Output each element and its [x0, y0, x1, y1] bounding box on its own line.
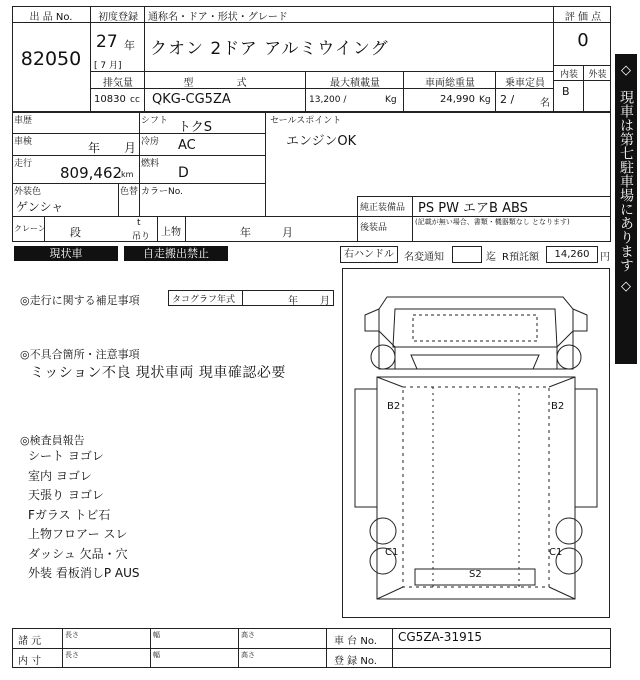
vehicle-name-value: クオン 2ドア アルミウイング	[150, 39, 389, 59]
sales-point-value: エンジンOK	[286, 134, 357, 149]
side-banner	[615, 54, 637, 364]
gross-unit: Kg	[479, 95, 491, 105]
damage-b2-right: B2	[551, 401, 565, 412]
lot-no-value: 82050	[20, 48, 82, 70]
aftermarket-label: 後装品	[360, 223, 388, 233]
r-deposit-label: R預託額	[502, 252, 539, 263]
interior-label: 内装	[559, 70, 578, 80]
inspection-label: 車検	[14, 137, 33, 147]
sales-point-label: セールスポイント	[270, 116, 342, 126]
disp-unit: cc	[130, 95, 140, 105]
first-reg-month: [ 7 月]	[94, 61, 122, 71]
name-change-box	[452, 246, 482, 263]
drive-title: ◎走行に関する補足事項	[20, 294, 140, 307]
cooling-label: 冷房	[141, 137, 160, 147]
shift-value: トクS	[178, 120, 212, 135]
side-text: 現車は第七駐車場にあります	[618, 90, 634, 272]
shogen-height-label: 高さ	[241, 631, 255, 639]
color-label: 外装色	[14, 187, 42, 197]
fuel-label: 燃料	[141, 159, 160, 169]
color-value: ゲンシャ	[16, 200, 64, 214]
report-line: Fガラス トビ石	[28, 507, 111, 522]
first-reg-year: 27	[96, 32, 118, 52]
damage-c1-left: C1	[385, 547, 399, 558]
chassis-no-label: 車 台 No.	[334, 636, 377, 647]
inspector-title: ◎検査員報告	[20, 434, 85, 447]
side-diamond-bottom: ◇	[621, 279, 631, 294]
model-label: 型 式	[183, 78, 267, 89]
crane-t: t	[137, 218, 141, 228]
inspection-month: 月	[124, 141, 137, 155]
maxload-value: 13,200 /	[309, 95, 347, 105]
report-line: 外装 看板消しP AUS	[28, 566, 140, 580]
color-change-label: 色替	[120, 187, 139, 197]
disp-label: 排気量	[103, 78, 133, 89]
interior-value: B	[562, 85, 570, 98]
shift-label: シフト	[141, 116, 169, 126]
naisun-label: 内 寸	[18, 656, 42, 667]
report-line: 上物フロアー スレ	[28, 527, 128, 541]
r-deposit-value: 14,260	[546, 246, 598, 263]
joubutsu-month: 月	[282, 226, 293, 239]
defect-title: ◎不具合箇所・注意事項	[20, 348, 140, 361]
crane-label: クレーン	[14, 224, 46, 233]
disp-value: 10830	[94, 94, 126, 105]
crane-tsuri: 吊り	[132, 232, 151, 242]
joubutsu-label: 上物	[161, 227, 181, 238]
tacho-year: 年	[288, 296, 298, 307]
maxload-unit: Kg	[385, 95, 397, 105]
color-no-label: カラーNo.	[141, 187, 183, 197]
naisun-width-label: 幅	[153, 651, 160, 659]
diagram-frame	[342, 268, 610, 618]
vehicle-name-label: 通称名・ドア・形状・グレード	[148, 12, 288, 23]
shogen-label: 諸 元	[18, 636, 42, 647]
maxload-label: 最大積載量	[330, 78, 380, 89]
inspection-year: 年	[88, 141, 101, 155]
name-change-until: 迄	[486, 252, 496, 263]
damage-c1-right: C1	[549, 547, 563, 558]
report-line: 室内 ヨゴレ	[28, 468, 92, 483]
crane-dan: 段	[70, 226, 81, 239]
shogen-length-label: 長さ	[65, 631, 79, 639]
equip-value: PS PW エアB ABS	[418, 201, 528, 216]
tacho-label: タコグラフ年式	[172, 295, 236, 305]
truck-diagram	[343, 269, 609, 617]
cooling-value: AC	[178, 138, 196, 153]
cap-label: 乗車定員	[505, 78, 545, 89]
lot-no-label: 出 品 No.	[29, 12, 73, 23]
inspector-report	[28, 447, 139, 584]
fuel-value: D	[178, 165, 189, 181]
damage-s2: S2	[469, 569, 482, 580]
handle-box: 右ハンドル	[340, 246, 398, 263]
mileage-unit: km	[121, 170, 134, 179]
r-deposit-unit: 円	[600, 252, 610, 263]
eval-label: 評 価 点	[564, 12, 602, 23]
naisun-height-label: 高さ	[241, 651, 255, 659]
model-value: QKG-CG5ZA	[152, 92, 231, 107]
gross-value: 24,990	[440, 94, 475, 105]
defect-text: ミッション不良 現状車両 現車確認必要	[30, 365, 286, 381]
first-reg-label: 初度登録	[98, 12, 138, 23]
equip-label: 純正装備品	[360, 203, 406, 213]
genjou-tag: 現状車	[14, 246, 118, 261]
jisou-tag: 自走搬出禁止	[124, 246, 228, 261]
report-line: 天張り ヨゴレ	[28, 488, 104, 502]
damage-b2-left: B2	[387, 401, 401, 412]
history-label: 車歴	[14, 116, 33, 126]
naisun-length-label: 長さ	[65, 651, 79, 659]
exterior-label: 外装	[588, 70, 607, 80]
mileage-label: 走行	[14, 159, 33, 169]
first-reg-year-unit: 年	[124, 39, 135, 52]
shogen-width-label: 幅	[153, 631, 160, 639]
mileage-value: 809,462	[60, 164, 123, 182]
reg-no-label: 登 録 No.	[334, 656, 377, 667]
name-change-label: 名変通知	[404, 252, 444, 263]
joubutsu-year: 年	[240, 226, 251, 239]
report-line: ダッシュ 欠品・穴	[28, 546, 128, 561]
aftermarket-note: (記載が無い場合、書類・機器類なし となります)	[415, 218, 570, 226]
chassis-no-value: CG5ZA-31915	[398, 630, 482, 644]
eval-score: 0	[577, 30, 589, 51]
cap-unit: 名	[540, 98, 550, 109]
side-diamond-top: ◇	[621, 63, 631, 78]
cap-value: 2 /	[500, 93, 515, 106]
gross-label: 車両総重量	[425, 78, 475, 89]
tacho-month: 月	[320, 296, 330, 307]
report-line: シート ヨゴレ	[28, 449, 104, 463]
